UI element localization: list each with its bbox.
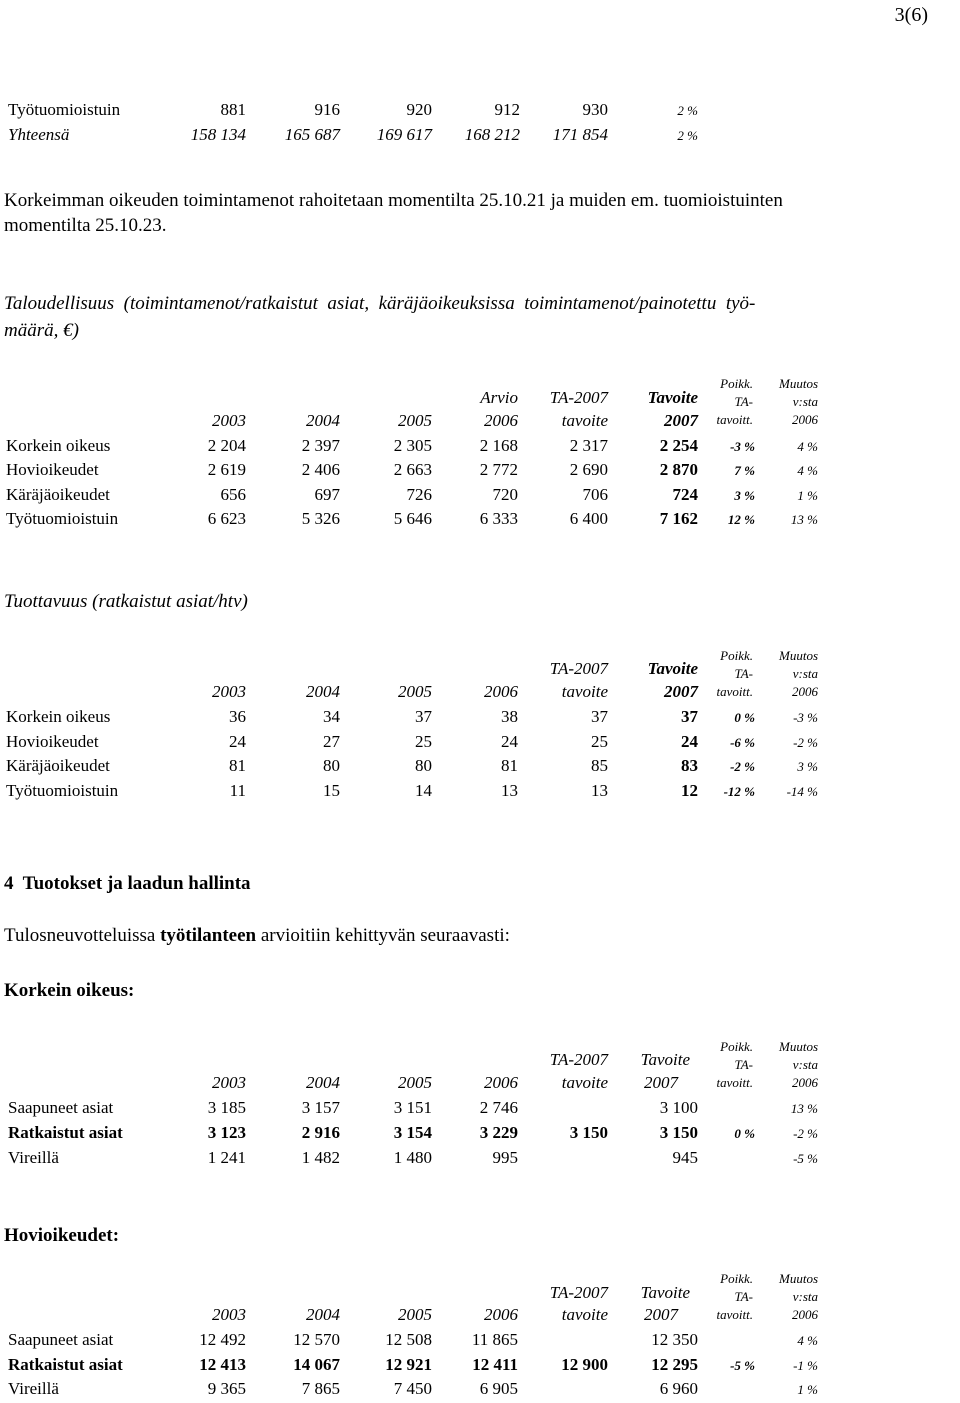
header-muutos: 2006 — [792, 1307, 818, 1322]
cell-target: 12 295 — [651, 1355, 698, 1374]
cell: 6 905 — [479, 1379, 518, 1398]
section-intro-b: työtilanteen — [160, 925, 257, 946]
header-muutos: Muutos — [779, 1271, 818, 1286]
cell: 25 — [591, 732, 608, 751]
header-poikk: tavoitt. — [716, 1307, 753, 1322]
row-label: Vireillä — [8, 1148, 59, 1167]
cell-dev: -3 % — [730, 439, 755, 454]
cell: 36 — [229, 707, 246, 726]
cell-target: 37 — [681, 707, 698, 726]
funding-line-2: momentilta 25.10.23. — [4, 215, 167, 236]
header-poikk: TA- — [734, 1289, 753, 1304]
header-2005: 2005 — [398, 682, 432, 701]
section-title: 4 Tuotokset ja laadun hallinta — [4, 873, 251, 894]
cell: 2 317 — [569, 436, 608, 455]
table-row — [0, 1330, 960, 1354]
cell: 656 — [220, 485, 246, 504]
row-label: Käräjäoikeudet — [6, 485, 110, 504]
economy-heading-line-1: Taloudellisuus (toimintamenot/ratkaistut asiat, käräjäoikeuksissa toimintamenot/painotettu työ- — [4, 293, 756, 314]
cell: 881 — [220, 100, 246, 119]
cell: 3 123 — [207, 1123, 246, 1142]
table-row — [0, 1148, 960, 1172]
row-label: Työtuomioistuin — [6, 781, 119, 800]
cell-change: 4 % — [797, 1333, 818, 1348]
cell: 697 — [314, 485, 340, 504]
header-tavoite: Tavoite — [647, 388, 698, 407]
header-muutos: 2006 — [792, 684, 818, 699]
cell: 3 151 — [393, 1098, 432, 1117]
header-2003: 2003 — [212, 411, 246, 430]
cell-target: 12 350 — [651, 1330, 698, 1349]
header-ta: TA-2007 — [549, 659, 608, 678]
header-poikk: TA- — [734, 394, 753, 409]
cell: 12 413 — [199, 1355, 246, 1374]
header-ta-sub: tavoite — [561, 682, 608, 701]
row-label: Ratkaistut asiat — [8, 1355, 123, 1374]
cell-change: -2 % — [793, 735, 818, 750]
header-2004: 2004 — [306, 411, 340, 430]
cell-dev: -2 % — [730, 759, 755, 774]
cell: 930 — [582, 100, 608, 119]
cell-dev: 3 % — [734, 488, 755, 503]
header-2003: 2003 — [212, 1073, 246, 1092]
header-muutos: v:sta — [792, 1057, 818, 1072]
header-poikk: tavoitt. — [716, 412, 753, 427]
header-muutos: Muutos — [779, 1039, 818, 1054]
header-tavoite: Tavoite — [640, 1283, 690, 1302]
header-arvio-year: 2006 — [484, 411, 518, 430]
cell: 2 916 — [301, 1123, 340, 1142]
cell-dev: 0 % — [734, 710, 755, 725]
cell-target: 2 254 — [659, 436, 698, 455]
cell: 2 168 — [479, 436, 518, 455]
cell: 165 687 — [284, 125, 340, 144]
cell: 37 — [591, 707, 608, 726]
cell-target: 7 162 — [659, 509, 698, 528]
row-label: Ratkaistut asiat — [8, 1123, 123, 1142]
row-label: Hovioikeudet — [6, 460, 99, 479]
table-row — [0, 756, 960, 780]
cell: 11 865 — [471, 1330, 518, 1349]
cell: 14 — [415, 781, 432, 800]
cell-target: 6 960 — [659, 1379, 698, 1398]
cell-dev: -6 % — [730, 735, 755, 750]
cell: 995 — [492, 1148, 518, 1167]
cell: 37 — [415, 707, 432, 726]
row-label: Korkein oikeus — [6, 436, 111, 455]
cell-change: -3 % — [793, 710, 818, 725]
cell: 6 333 — [479, 509, 518, 528]
header-2006: 2006 — [484, 1305, 518, 1324]
header-muutos: 2006 — [792, 1075, 818, 1090]
header-muutos: v:sta — [792, 394, 818, 409]
cell: 2 772 — [479, 460, 518, 479]
cell-target: 12 — [681, 781, 698, 800]
cell: 169 617 — [376, 125, 432, 144]
header-2004: 2004 — [306, 1305, 340, 1324]
row-label: Korkein oikeus — [6, 707, 111, 726]
cell-change: 2 % — [677, 128, 698, 143]
cell: 920 — [406, 100, 432, 119]
table-row — [0, 509, 960, 533]
cell: 2 397 — [301, 436, 340, 455]
cell: 12 508 — [385, 1330, 432, 1349]
section-intro-a: Tulosneuvotteluissa — [4, 925, 161, 946]
cell: 158 134 — [190, 125, 246, 144]
cell-target: 2 870 — [659, 460, 698, 479]
table-row — [0, 1379, 960, 1403]
cell: 3 185 — [207, 1098, 246, 1117]
cell: 2 305 — [393, 436, 432, 455]
header-2005: 2005 — [398, 1305, 432, 1324]
header-2005: 2005 — [398, 411, 432, 430]
cell-target: 945 — [672, 1148, 698, 1167]
cell: 1 241 — [207, 1148, 246, 1167]
cell: 14 067 — [293, 1355, 340, 1374]
section-intro-c: arvioitiin kehittyvän seuraavasti: — [256, 925, 510, 946]
cell-change: 1 % — [797, 1382, 818, 1397]
header-poikk: Poikk. — [720, 1271, 753, 1286]
header-2006: 2006 — [484, 1073, 518, 1092]
cell: 2 746 — [479, 1098, 518, 1117]
productivity-heading: Tuottavuus (ratkaistut asiat/htv) — [4, 591, 248, 612]
cell: 168 212 — [464, 125, 520, 144]
header-2005: 2005 — [398, 1073, 432, 1092]
cell: 3 229 — [479, 1123, 518, 1142]
cell: 85 — [591, 756, 608, 775]
cell-change: 3 % — [797, 759, 818, 774]
funding-paragraph — [4, 188, 783, 238]
section-intro — [4, 925, 510, 947]
cell-change: 2 % — [677, 103, 698, 118]
page-number: 3(6) — [894, 4, 928, 26]
row-label: Vireillä — [8, 1379, 59, 1398]
cell-change: -1 % — [793, 1358, 818, 1373]
cell-dev: -5 % — [730, 1358, 755, 1373]
cell-target: 83 — [681, 756, 698, 775]
cell: 7 450 — [393, 1379, 432, 1398]
cell: 706 — [582, 485, 608, 504]
header-tavoite-year: 2007 — [664, 682, 698, 701]
funding-line-1: Korkeimman oikeuden toimintamenot rahoitetaan momentilta 25.10.21 ja muiden em. tuomioistuinten — [4, 190, 783, 211]
cell: 1 482 — [301, 1148, 340, 1167]
cell: 80 — [415, 756, 432, 775]
header-poikk: TA- — [734, 1057, 753, 1072]
cell: 2 406 — [301, 460, 340, 479]
cell-dev: 7 % — [734, 463, 755, 478]
cell: 720 — [492, 485, 518, 504]
header-poikk: tavoitt. — [716, 1075, 753, 1090]
header-tavoite-year: 2007 — [644, 1073, 678, 1092]
cell: 2 690 — [569, 460, 608, 479]
header-tavoite-year: 2007 — [664, 411, 698, 430]
cell-change: -5 % — [793, 1151, 818, 1166]
table-row — [0, 100, 960, 124]
table-row — [0, 732, 960, 756]
header-poikk: tavoitt. — [716, 684, 753, 699]
cell: 27 — [323, 732, 340, 751]
cell: 171 854 — [552, 125, 608, 144]
header-muutos: Muutos — [779, 376, 818, 391]
row-label: Työtuomioistuin — [6, 509, 119, 528]
header-ta-sub: tavoite — [561, 411, 608, 430]
header-2004: 2004 — [306, 682, 340, 701]
header-muutos: Muutos — [779, 648, 818, 663]
cell: 726 — [406, 485, 432, 504]
table-row — [0, 460, 960, 484]
cell-dev: 0 % — [734, 1126, 755, 1141]
cell-dev: 12 % — [727, 512, 755, 527]
cell: 916 — [314, 100, 340, 119]
cell: 3 157 — [301, 1098, 340, 1117]
header-2004: 2004 — [306, 1073, 340, 1092]
table-row — [0, 707, 960, 731]
row-label: Hovioikeudet — [6, 732, 99, 751]
cell: 12 411 — [472, 1355, 518, 1374]
cell: 13 — [591, 781, 608, 800]
row-label: Yhteensä — [8, 125, 70, 144]
cell: 7 865 — [301, 1379, 340, 1398]
cell-change: 13 % — [790, 512, 818, 527]
cell-change: 4 % — [797, 463, 818, 478]
cell: 12 900 — [561, 1355, 608, 1374]
cell: 13 — [501, 781, 518, 800]
header-tavoite: Tavoite — [640, 1050, 690, 1069]
header-poikk: Poikk. — [720, 648, 753, 663]
header-muutos: v:sta — [792, 666, 818, 681]
table-row — [0, 436, 960, 460]
subsection-title: Korkein oikeus: — [4, 980, 135, 1001]
cell-target: 3 100 — [659, 1098, 698, 1117]
cell-dev: -12 % — [723, 784, 755, 799]
cell: 81 — [229, 756, 246, 775]
cell: 80 — [323, 756, 340, 775]
cell: 5 326 — [301, 509, 340, 528]
economy-heading — [4, 290, 755, 344]
row-label: Työtuomioistuin — [8, 100, 121, 119]
header-ta: TA-2007 — [549, 1050, 608, 1069]
header-poikk: TA- — [734, 666, 753, 681]
table-row — [0, 125, 960, 149]
cell: 1 480 — [393, 1148, 432, 1167]
cell-change: 4 % — [797, 439, 818, 454]
cell-target: 24 — [681, 732, 698, 751]
table-row — [0, 1355, 960, 1379]
header-2003: 2003 — [212, 682, 246, 701]
header-2006: 2006 — [484, 682, 518, 701]
cell: 15 — [323, 781, 340, 800]
header-2003: 2003 — [212, 1305, 246, 1324]
cell: 2 663 — [393, 460, 432, 479]
header-ta-sub: tavoite — [561, 1073, 608, 1092]
cell: 6 623 — [207, 509, 246, 528]
cell: 3 154 — [393, 1123, 432, 1142]
header-poikk: Poikk. — [720, 376, 753, 391]
row-label: Saapuneet asiat — [8, 1098, 114, 1117]
header-muutos: v:sta — [792, 1289, 818, 1304]
cell-target: 3 150 — [659, 1123, 698, 1142]
cell-target: 724 — [672, 485, 698, 504]
header-ta-sub: tavoite — [561, 1305, 608, 1324]
cell: 12 570 — [293, 1330, 340, 1349]
row-label: Käräjäoikeudet — [6, 756, 110, 775]
cell: 25 — [415, 732, 432, 751]
header-tavoite-year: 2007 — [644, 1305, 678, 1324]
header-muutos: 2006 — [792, 412, 818, 427]
cell-change: 13 % — [790, 1101, 818, 1116]
table-row — [0, 485, 960, 509]
cell: 2 204 — [207, 436, 246, 455]
header-ta: TA-2007 — [549, 1283, 608, 1302]
economy-heading-line-2: määrä, €) — [4, 320, 79, 341]
cell: 2 619 — [207, 460, 246, 479]
table-row — [0, 1123, 960, 1147]
table-row — [0, 1098, 960, 1122]
row-label: Saapuneet asiat — [8, 1330, 114, 1349]
cell: 34 — [323, 707, 340, 726]
header-poikk: Poikk. — [720, 1039, 753, 1054]
cell-change: -14 % — [786, 784, 818, 799]
cell: 11 — [229, 781, 246, 800]
subsection-title: Hovioikeudet: — [4, 1225, 120, 1246]
header-arvio: Arvio — [480, 388, 518, 407]
cell-change: -2 % — [793, 1126, 818, 1141]
cell: 6 400 — [569, 509, 608, 528]
cell: 24 — [229, 732, 246, 751]
header-tavoite: Tavoite — [647, 659, 698, 678]
cell: 9 365 — [207, 1379, 246, 1398]
header-ta: TA-2007 — [549, 388, 608, 407]
cell-change: 1 % — [797, 488, 818, 503]
cell: 12 921 — [385, 1355, 432, 1374]
table-row — [0, 781, 960, 805]
cell: 81 — [501, 756, 518, 775]
cell: 912 — [494, 100, 520, 119]
cell: 24 — [501, 732, 518, 751]
cell: 12 492 — [199, 1330, 246, 1349]
cell: 5 646 — [393, 509, 432, 528]
cell: 38 — [501, 707, 518, 726]
cell: 3 150 — [569, 1123, 608, 1142]
